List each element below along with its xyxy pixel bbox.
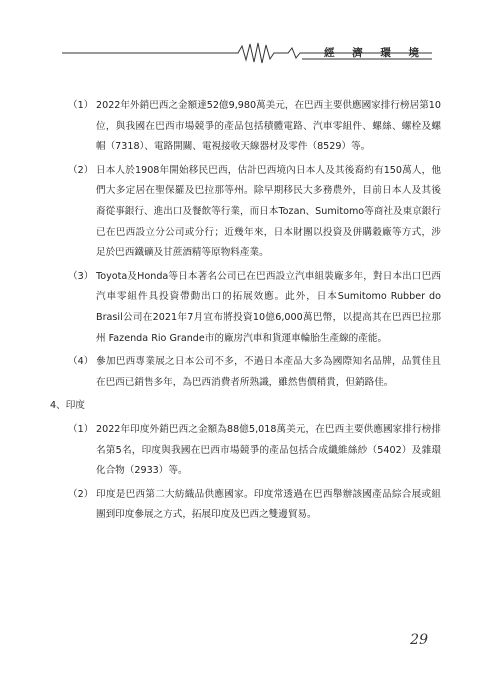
item-number: （2） — [68, 164, 94, 176]
document-body — [50, 96, 441, 529]
header-title: 經 濟 環 境 — [324, 47, 426, 59]
item-text: 印度是巴西第二大紡織品供應國家。印度常透過在巴西舉辦該國產品綜合展或組團到印度參展之方式，拓展印度及巴西之雙邊貿易。 — [96, 488, 441, 521]
item-text: 參加巴西專業展之日本公司不多，不過日本產品大多為國際知名品牌，品質佳且在巴西已銷售多年，為巴西消費者所熟識，雖然售價稍貴，但銷路佳。 — [96, 356, 441, 388]
page-header — [62, 40, 432, 68]
page-number: 29 — [410, 632, 428, 648]
list-item — [68, 352, 441, 393]
list-item — [68, 267, 441, 349]
item-number: （1） — [68, 100, 94, 111]
section-heading-india: 4、印度 — [50, 400, 85, 412]
item-number: （3） — [68, 270, 94, 282]
item-text: 日本人於1908年開始移民巴西，估計巴西境內日本人及其後裔約有150萬人，他們大多定居在聖保羅及巴拉那等州。除早期移民大多務農外，目前日本人及其後裔從事銀行、進出口及餐飲等行業，而日本Tozan、Sumitomo等商社及東京銀行已在巴西設立分公司或分行；近幾年來，日本財團以投資及併購穀廠等方式，涉足於巴西鐵礦及甘蔗酒精等原物料產業。 — [96, 164, 441, 259]
item-text: 2022年外銷巴西之金額達52億9,980萬美元，在巴西主要供應國家排行榜居第10位，與我國在巴西市場競爭的產品包括積體電路、汽車零組件、螺絲、螺栓及螺帽（7318）、電路開關、電視接收天線器材及零件（8529）等。 — [96, 100, 441, 153]
item-number: （1） — [68, 423, 94, 435]
item-text: 2022年印度外銷巴西之金額為88億5,018萬美元，在巴西主要供應國家排行榜排名第5名，印度與我國在巴西市場競爭的產品包括合成纖維絲紗（5402）及雜環化合物（2933）等。 — [96, 423, 441, 477]
item-number: （2） — [68, 488, 94, 500]
item-text: Toyota及Honda等日本著名公司已在巴西設立汽車組裝廠多年，對日本出口巴西汽車零組件具投資帶動出口的拓展效應。此外，日本Sumitomo Rubber do Brasil公司在2021年7月宣布將投資10億6,000萬巴幣，以提高其在巴西巴拉那州 Fazenda Rio Grande市的廠房汽車和貨運車輪胎生產線的產能。 — [96, 270, 441, 344]
list-item — [68, 420, 441, 482]
list-item — [68, 161, 441, 264]
item-number: （4） — [68, 356, 94, 368]
list-item — [68, 485, 441, 526]
list-item — [68, 96, 441, 158]
